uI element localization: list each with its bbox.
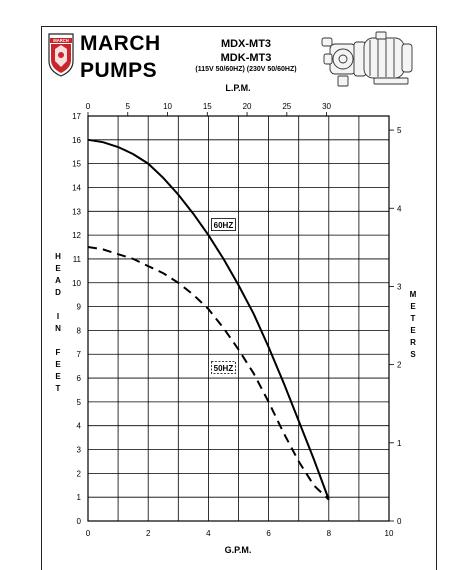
x-axis-label: G.P.M. xyxy=(224,545,252,555)
top-tick-label: 30 xyxy=(322,102,332,111)
model-title-2: MDK-MT3 xyxy=(220,52,272,64)
voltage-note: (115V 50/60HZ) (230V 50/60HZ) xyxy=(195,66,297,73)
axis-label-letter: E xyxy=(55,372,61,381)
x-tick-label: 8 xyxy=(326,529,332,538)
axis-label-letter: F xyxy=(55,348,61,357)
series-label-50hz: 50HZ xyxy=(213,364,234,374)
axis-label-letter: T xyxy=(410,314,416,323)
y-tick-label: 2 xyxy=(76,469,81,479)
right-tick-label: 0 xyxy=(397,517,402,526)
axis-label-letter: N xyxy=(55,324,61,333)
y-tick-label: 14 xyxy=(72,183,81,193)
y-tick-label: 5 xyxy=(76,397,81,407)
axis-label-letter: I xyxy=(56,312,60,321)
y-tick-label: 7 xyxy=(76,350,81,360)
y-axis-label xyxy=(55,252,61,393)
x-tick-label: 0 xyxy=(85,529,91,538)
x-tick-label: 10 xyxy=(384,529,394,538)
top-tick-label: 15 xyxy=(202,102,212,111)
axis-label-letter: T xyxy=(55,384,61,393)
x-tick-label: 4 xyxy=(206,529,211,538)
axis-label-letter: S xyxy=(410,350,416,359)
model-title-1: MDX-MT3 xyxy=(220,38,272,50)
y-tick-label: 16 xyxy=(72,135,81,145)
y-tick-label: 11 xyxy=(72,254,81,264)
right-tick-label: 4 xyxy=(397,204,402,214)
y-tick-label: 4 xyxy=(76,421,81,431)
x-tick-label: 2 xyxy=(145,529,151,538)
axis-label-letter: E xyxy=(55,360,61,369)
axis-label-letter: E xyxy=(410,302,416,311)
y-tick-label: 6 xyxy=(76,374,81,384)
top-tick-label: 0 xyxy=(85,102,91,111)
right-tick-label: 1 xyxy=(397,438,402,448)
top-axis-label: L.P.M. xyxy=(225,83,251,93)
y-tick-label: 13 xyxy=(72,207,81,217)
y-tick-label: 17 xyxy=(72,112,81,121)
y-tick-label: 0 xyxy=(76,517,81,526)
y-tick-label: 9 xyxy=(76,302,81,312)
axis-label-letter: E xyxy=(410,326,416,335)
axis-label-letter: A xyxy=(55,276,61,285)
series-label-60hz: 60HZ xyxy=(213,221,234,231)
logo-text: MARCH xyxy=(53,38,69,44)
axis-label-letter: H xyxy=(55,252,61,261)
x-tick-label: 6 xyxy=(266,529,271,538)
top-tick-label: 25 xyxy=(282,102,292,111)
axis-label-letter: D xyxy=(55,288,61,297)
top-tick-label: 10 xyxy=(163,102,172,111)
right-tick-label: 5 xyxy=(397,126,402,136)
brand-march: MARCH xyxy=(80,32,161,55)
axis-label-letter: E xyxy=(55,264,61,273)
y-tick-label: 3 xyxy=(76,445,81,455)
right-tick-label: 2 xyxy=(397,360,402,370)
y-tick-label: 8 xyxy=(76,326,81,336)
right-axis-label xyxy=(410,290,417,359)
y-tick-label: 10 xyxy=(72,278,81,288)
top-tick-label: 20 xyxy=(242,102,252,111)
y-tick-label: 15 xyxy=(72,159,81,169)
y-tick-label: 1 xyxy=(76,493,81,503)
top-tick-label: 5 xyxy=(125,102,130,111)
axis-label-letter: R xyxy=(410,338,416,347)
brand-pumps: PUMPS xyxy=(80,59,158,82)
axis-label-letter: M xyxy=(409,290,417,299)
y-tick-label: 12 xyxy=(72,231,81,241)
right-tick-label: 3 xyxy=(397,282,402,292)
